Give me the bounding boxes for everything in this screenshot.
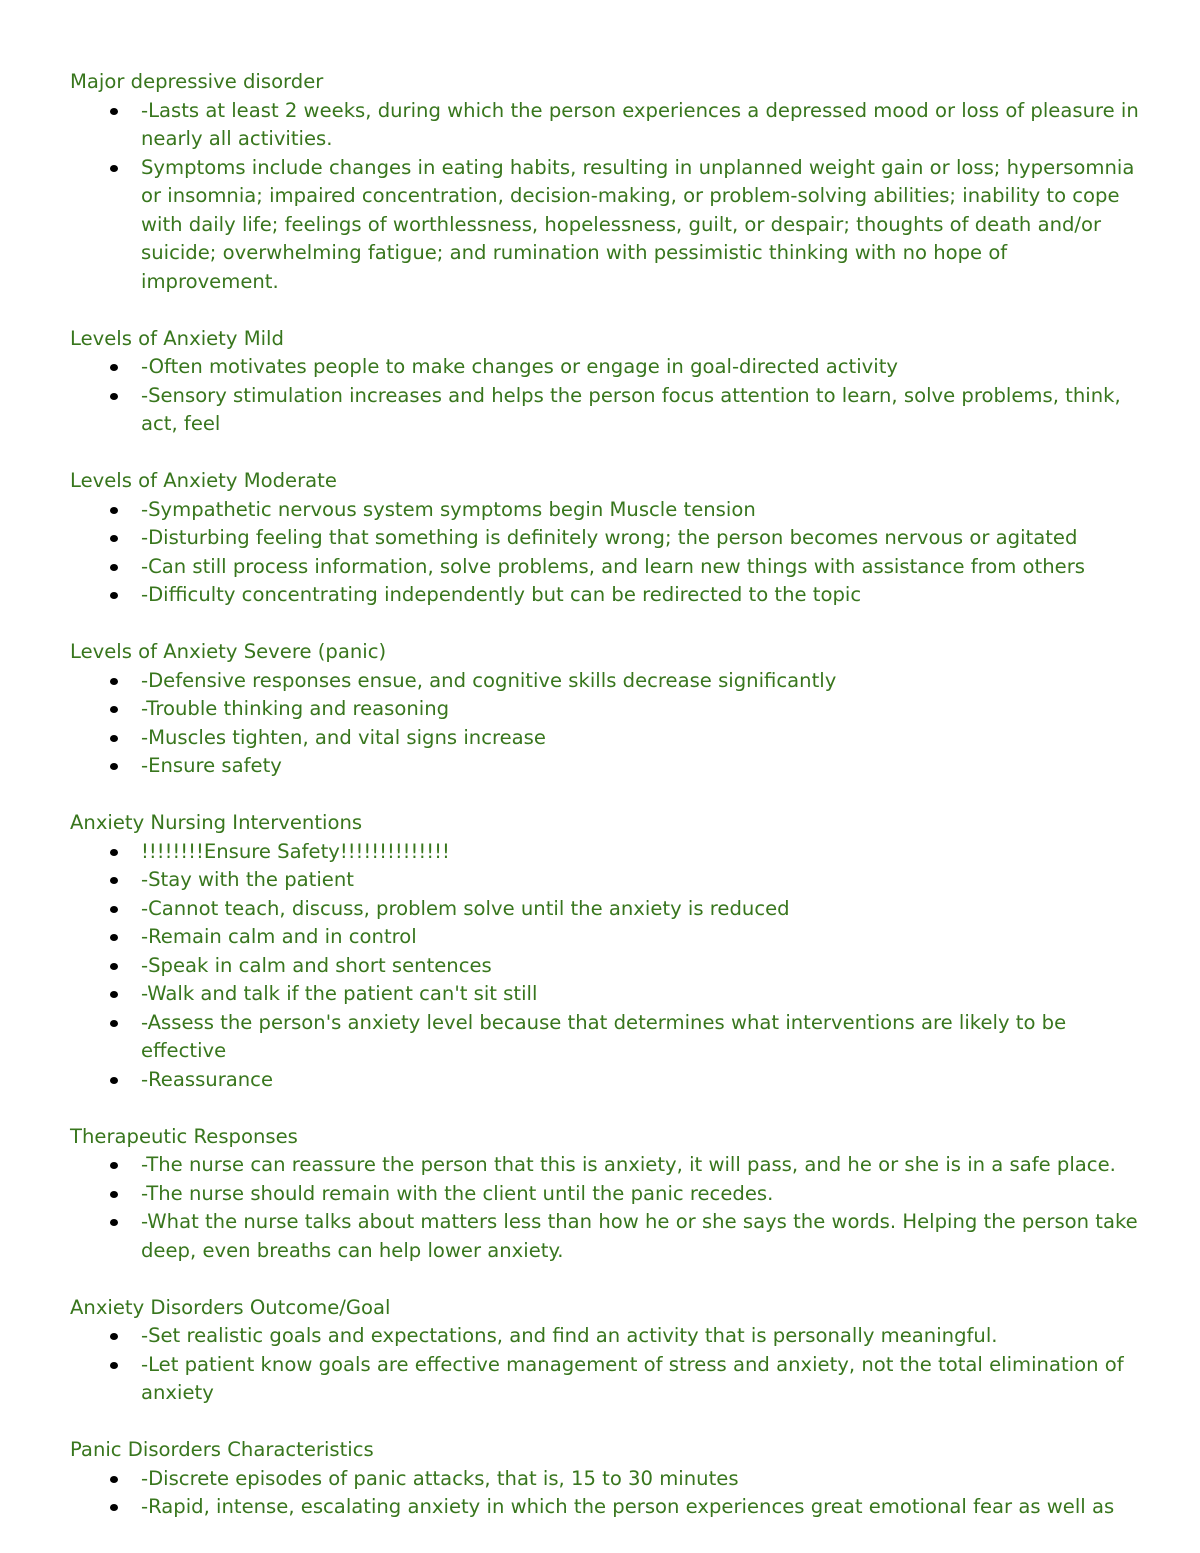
section-heading: Levels of Anxiety Severe (panic) (70, 640, 387, 663)
bullet-list (70, 1465, 1145, 1522)
list-item-text: -Discrete episodes of panic attacks, that is, 15 to 30 minutes (141, 1466, 739, 1490)
bullet-icon (110, 1219, 118, 1226)
list-item (70, 866, 1145, 895)
bullet-icon (110, 1162, 118, 1169)
section-heading: Anxiety Disorders Outcome/Goal (70, 1295, 391, 1319)
bullet-icon (110, 735, 118, 742)
bullet-list (70, 1151, 1145, 1265)
bullet-icon (110, 1504, 118, 1511)
document-section (70, 1294, 1145, 1408)
bullet-icon (110, 849, 118, 856)
bullet-list (70, 97, 1145, 297)
section-heading: Major depressive disorder (70, 70, 324, 93)
list-item-text: -Reassurance (141, 1067, 274, 1091)
bullet-icon (110, 678, 118, 685)
document-section (70, 638, 1145, 781)
list-item (70, 382, 1145, 439)
bullet-icon (110, 1020, 118, 1027)
list-item (70, 97, 1145, 154)
list-item (70, 353, 1145, 382)
bullet-icon (110, 991, 118, 998)
document-section (70, 467, 1145, 610)
list-item (70, 524, 1145, 553)
list-item-text: -Cannot teach, discuss, problem solve until the anxiety is reduced (141, 896, 790, 920)
bullet-icon (110, 906, 118, 913)
bullet-icon (110, 1333, 118, 1340)
list-item (70, 1009, 1145, 1066)
list-item-text: -What the nurse talks about matters less than how he or she says the words. Helping the person take deep, even breaths can help lower anxiety. (141, 1210, 1138, 1262)
list-item-text: -Sensory stimulation increases and helps the person focus attention to learn, solve problems, think, act, feel (141, 383, 1121, 435)
bullet-icon (110, 564, 118, 571)
bullet-icon (110, 1362, 118, 1369)
list-item-text: -Rapid, intense, escalating anxiety in which the person experiences great emotional fear as well as (141, 1495, 1115, 1518)
bullet-list (70, 838, 1145, 1095)
list-item (70, 154, 1145, 297)
section-heading: Anxiety Nursing Interventions (70, 811, 363, 834)
bullet-icon (110, 507, 118, 514)
bullet-icon (110, 165, 118, 172)
list-item-text: -Can still process information, solve problems, and learn new things with assistance from others (141, 554, 1085, 578)
list-item (70, 895, 1145, 924)
list-item (70, 1493, 1145, 1522)
list-item-text: -Assess the person's anxiety level because that determines what interventions are likely to be effective (141, 1010, 1067, 1062)
list-item-text: -Difficulty concentrating independently but can be redirected to the topic (141, 583, 862, 606)
list-item-text: -Set realistic goals and expectations, and find an activity that is personally meaningful. (141, 1324, 998, 1347)
document-section (70, 1436, 1145, 1522)
list-item (70, 923, 1145, 952)
list-item (70, 1151, 1145, 1180)
list-item-text: Symptoms include changes in eating habits, resulting in unplanned weight gain or loss; hypersomnia or insomnia; impaired concentration, decision-making, or problem-solving abilities; inability to cope with daily life; feelings of worthlessness, hopelessness, guilt, or despair; thoughts of death and/or suicide; overwhelming fatigue; and rumination with pessimistic thinking with no hope of improvement. (141, 155, 1135, 293)
list-item (70, 1322, 1145, 1351)
list-item-text: -Disturbing feeling that something is definitely wrong; the person becomes nervous or agitated (141, 526, 1078, 549)
bullet-icon (110, 393, 118, 400)
bullet-icon (110, 1191, 118, 1198)
list-item (70, 1465, 1145, 1494)
list-item (70, 1208, 1145, 1265)
list-item (70, 724, 1145, 753)
list-item-text: -Often motivates people to make changes or engage in goal-directed activity (141, 355, 898, 378)
list-item-text: -Defensive responses ensue, and cognitive skills decrease significantly (141, 668, 837, 692)
list-item-text: -Remain calm and in control (141, 925, 417, 948)
list-item-text: -Trouble thinking and reasoning (141, 697, 450, 720)
list-item-text: -Lasts at least 2 weeks, during which the person experiences a depressed mood or loss of pleasure in nearly all activities. (141, 98, 1139, 150)
section-heading: Levels of Anxiety Moderate (70, 469, 337, 492)
list-item (70, 952, 1145, 981)
bullet-icon (110, 1476, 118, 1483)
bullet-list (70, 667, 1145, 781)
list-item (70, 1180, 1145, 1209)
section-heading: Panic Disorders Characteristics (70, 1438, 374, 1461)
list-item-text: -Speak in calm and short sentences (141, 953, 492, 977)
bullet-icon (110, 706, 118, 713)
document-body (70, 68, 1145, 1550)
section-heading: Levels of Anxiety Mild (70, 326, 284, 350)
document-section (70, 68, 1145, 296)
list-item (70, 667, 1145, 696)
bullet-list (70, 1322, 1145, 1408)
list-item-text: -Muscles tighten, and vital signs increase (141, 725, 546, 749)
list-item-text: -Ensure safety (141, 754, 282, 777)
list-item (70, 980, 1145, 1009)
list-item (70, 553, 1145, 582)
list-item-text: -Sympathetic nervous system symptoms begin Muscle tension (141, 497, 756, 521)
bullet-list (70, 353, 1145, 439)
section-heading: Therapeutic Responses (70, 1124, 298, 1148)
bullet-icon (110, 592, 118, 599)
list-item-text: -Walk and talk if the patient can't sit still (141, 982, 538, 1005)
bullet-icon (110, 1077, 118, 1084)
bullet-icon (110, 364, 118, 371)
list-item (70, 1066, 1145, 1095)
list-item-text: -Let patient know goals are effective management of stress and anxiety, not the total elimination of anxiety (141, 1352, 1124, 1404)
bullet-icon (110, 934, 118, 941)
list-item (70, 695, 1145, 724)
document-section (70, 325, 1145, 439)
bullet-icon (110, 535, 118, 542)
document-section (70, 809, 1145, 1094)
list-item-text: !!!!!!!!Ensure Safety!!!!!!!!!!!!!! (141, 839, 450, 863)
bullet-list (70, 496, 1145, 610)
list-item-text: -The nurse should remain with the client until the panic recedes. (141, 1181, 774, 1205)
list-item (70, 838, 1145, 867)
list-item (70, 496, 1145, 525)
bullet-icon (110, 108, 118, 115)
document-section (70, 1123, 1145, 1266)
list-item-text: -The nurse can reassure the person that this is anxiety, it will pass, and he or she is in a safe place. (141, 1153, 1116, 1176)
list-item-text: -Stay with the patient (141, 868, 354, 891)
list-item (70, 752, 1145, 781)
bullet-icon (110, 763, 118, 770)
bullet-icon (110, 877, 118, 884)
list-item (70, 1351, 1145, 1408)
bullet-icon (110, 963, 118, 970)
list-item (70, 581, 1145, 610)
